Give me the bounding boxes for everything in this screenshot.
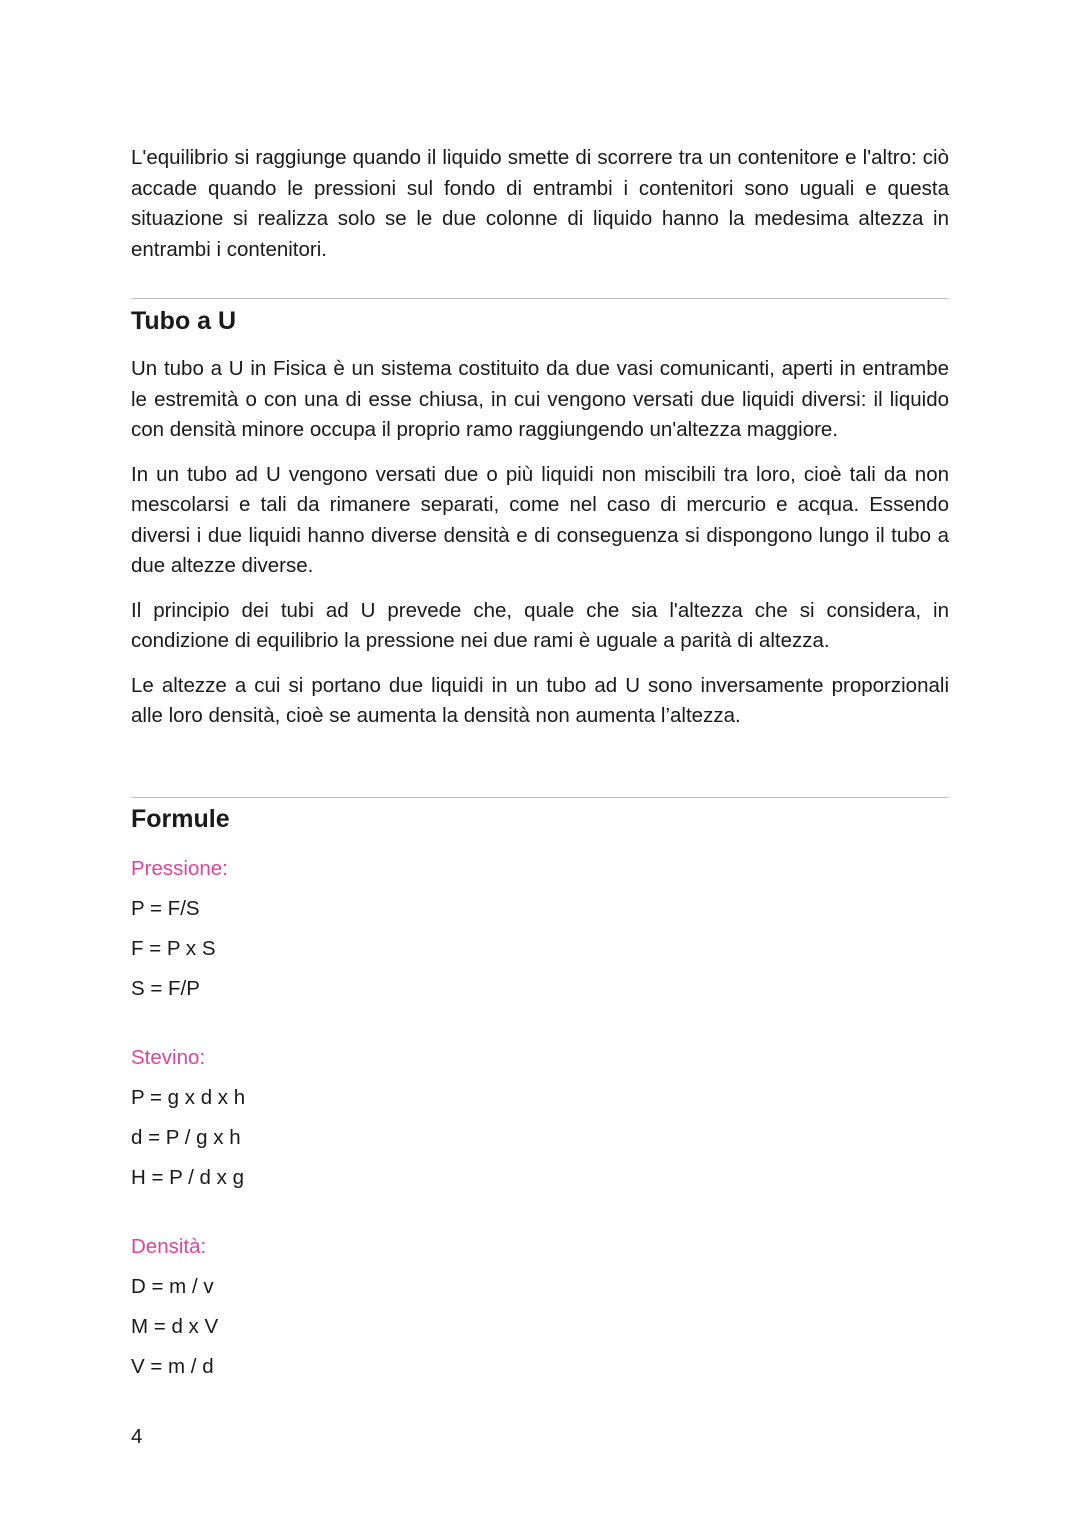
tubo-paragraph: Un tubo a U in Fisica è un sistema costituito da due vasi comunicanti, aperti in entrambe le estremità o con una di esse chiusa, in cui vengono versati due liquidi diversi: il liquido con densità minore occupa il proprio ramo raggiungendo un'altezza maggiore. bbox=[131, 357, 949, 441]
formula-line: F = P x S bbox=[131, 937, 216, 960]
formula-line: M = d x V bbox=[131, 1315, 219, 1338]
formula-group-label: Stevino: bbox=[131, 1046, 206, 1069]
formula-line: S = F/P bbox=[131, 977, 200, 1000]
formula-group-label: Pressione: bbox=[131, 857, 228, 880]
page-number: 4 bbox=[131, 1425, 143, 1448]
formula-line: H = P / d x g bbox=[131, 1166, 245, 1189]
tubo-paragraph: Il principio dei tubi ad U prevede che, quale che sia l'altezza che si considera, in condizione di equilibrio la pressione nei due rami è uguale a parità di altezza. bbox=[131, 598, 949, 652]
section-title-formule: Formule bbox=[131, 805, 230, 833]
formula-group-label: Densità: bbox=[131, 1235, 207, 1258]
formula-group-densita bbox=[131, 1234, 218, 1380]
intro-section bbox=[131, 143, 949, 265]
tubo-section bbox=[131, 306, 949, 732]
formula-line: P = g x d x h bbox=[131, 1086, 246, 1109]
tubo-paragraph: In un tubo ad U vengono versati due o più liquidi non miscibili tra loro, cioè tali da non mescolarsi e tali da rimanere separati, come nel caso di mercurio e acqua. Essendo diversi i due liquidi hanno diverse densità e di conseguenza si dispongono lungo il tubo a due altezze diverse. bbox=[131, 462, 949, 577]
formula-line: D = m / v bbox=[131, 1275, 214, 1298]
section-divider bbox=[131, 797, 949, 798]
formula-line: V = m / d bbox=[131, 1355, 214, 1378]
tubo-paragraph: Le altezze a cui si portano due liquidi in un tubo ad U sono inversamente proporzionali alle loro densità, cioè se aumenta la densità non aumenta l’altezza. bbox=[131, 673, 949, 727]
formula-group-pressione bbox=[131, 856, 228, 1002]
formula-group-stevino bbox=[131, 1045, 245, 1191]
formula-line: P = F/S bbox=[131, 897, 200, 920]
formula-line: d = P / g x h bbox=[131, 1126, 241, 1149]
section-divider bbox=[131, 298, 949, 299]
intro-paragraph: L'equilibrio si raggiunge quando il liquido smette di scorrere tra un contenitore e l'altro: ciò accade quando le pressioni sul fondo di entrambi i contenitori sono uguali e questa situazione si realizza solo se le due colonne di liquido hanno la medesima altezza in entrambi i contenitori. bbox=[131, 146, 949, 261]
section-title-tubo: Tubo a U bbox=[131, 307, 237, 335]
